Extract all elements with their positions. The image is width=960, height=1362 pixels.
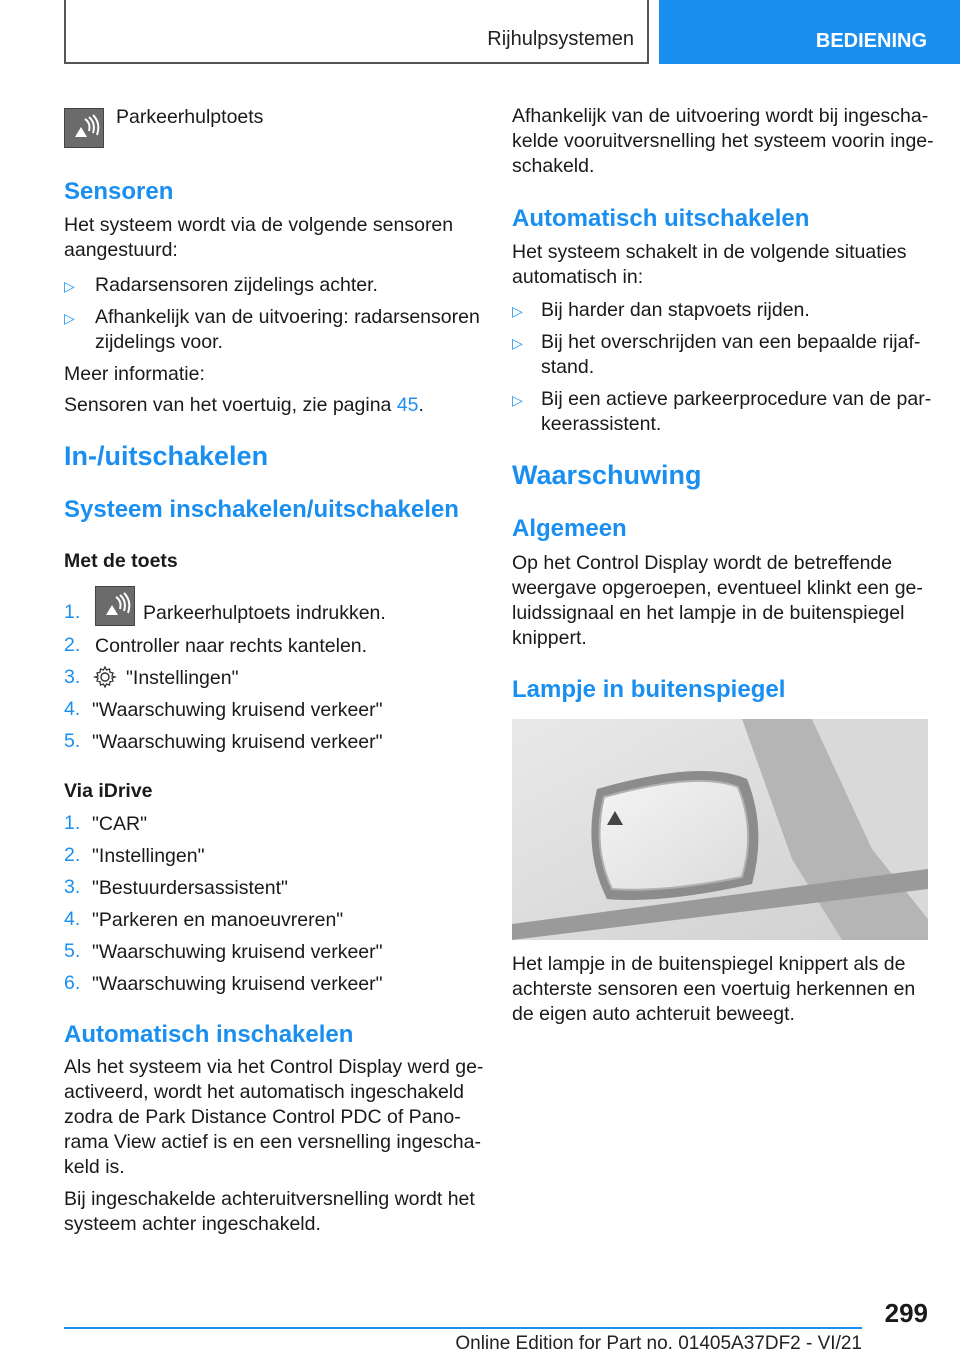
settings-gear-icon: [93, 665, 117, 694]
paragraph-line: Op het Control Display wordt de betreffende: [512, 552, 893, 574]
lampje-heading: Lampje in buitenspiegel: [512, 676, 786, 703]
paragraph-line: weergave opgeroepen, eventueel klinkt een ge-: [512, 577, 923, 599]
paragraph-line: Als het systeem via het Control Display werd ge-: [64, 1056, 484, 1078]
list-item: Bij een actieve parkeerprocedure van de par-: [541, 388, 932, 410]
bullet-triangle-icon: ▷: [512, 335, 523, 351]
step-text: "Waarschuwing kruisend verkeer": [92, 941, 383, 963]
step-number: 1.: [64, 601, 81, 623]
sensoren-heading: Sensoren: [64, 178, 174, 205]
step-number: 5.: [64, 730, 81, 752]
step-text: Parkeerhulptoets indrukken.: [143, 602, 386, 624]
step-text: "Instellingen": [126, 667, 239, 689]
park-assist-button-icon: [64, 108, 104, 148]
meer-informatie: Meer informatie:: [64, 363, 205, 385]
list-item: keerassistent.: [541, 413, 662, 435]
caption-line: de eigen auto achteruit beweegt.: [512, 1003, 795, 1025]
paragraph-line: Bij ingeschakelde achteruitversnelling wordt het: [64, 1188, 475, 1210]
idrive-heading: Via iDrive: [64, 780, 153, 802]
step-text: "Waarschuwing kruisend verkeer": [92, 699, 383, 721]
page-link[interactable]: 45: [396, 394, 419, 416]
header-section-title: Rijhulpsystemen: [487, 28, 634, 50]
footer-edition: Online Edition for Part no. 01405A37DF2 - VI/21: [455, 1333, 862, 1354]
algemeen-heading: Algemeen: [512, 515, 627, 542]
caption-line: achterste sensoren een voertuig herkennen en: [512, 978, 916, 1000]
step-number: 2.: [64, 634, 81, 656]
list-item: zijdelings voor.: [95, 331, 223, 353]
step-number: 1.: [64, 812, 81, 834]
list-item: Bij het overschrijden van een bepaalde rijaf-: [541, 331, 921, 353]
paragraph-line: kelde vooruitversnelling het systeem voorin inge-: [512, 130, 934, 152]
paragraph-line: luidssignaal en het lampje in de buitenspiegel: [512, 602, 905, 624]
step-text: "CAR": [92, 813, 148, 835]
header-tab-label: BEDIENING: [815, 30, 927, 52]
bullet-triangle-icon: ▷: [64, 278, 75, 294]
step-number: 5.: [64, 940, 81, 962]
step-number: 6.: [64, 972, 81, 994]
step-number: 3.: [64, 876, 81, 898]
met-toets-heading: Met de toets: [64, 550, 178, 572]
sensoren-intro: aangestuurd:: [64, 239, 178, 261]
step-number: 4.: [64, 698, 81, 720]
paragraph-line: keld is.: [64, 1156, 125, 1178]
paragraph-line: rama View actief is en een versnelling ingescha-: [64, 1131, 481, 1153]
step-text: "Waarschuwing kruisend verkeer": [92, 731, 383, 753]
inuit-heading: In-/uitschakelen: [64, 441, 269, 471]
paragraph-line: systeem achter ingeschakeld.: [64, 1213, 321, 1235]
button-caption: Parkeerhulptoets: [116, 106, 264, 128]
paragraph-line: knippert.: [512, 627, 587, 649]
bullet-triangle-icon: ▷: [64, 310, 75, 326]
step-number: 2.: [64, 844, 81, 866]
bullet-triangle-icon: ▷: [512, 392, 523, 408]
systeem-heading: Systeem inschakelen/uitschakelen: [64, 496, 459, 523]
caption-line: Het lampje in de buitenspiegel knippert als de: [512, 953, 906, 975]
list-item: Afhankelijk van de uitvoering: radarsensoren: [95, 306, 480, 328]
paragraph-line: zodra de Park Distance Control PDC of Pano-: [64, 1106, 461, 1128]
paragraph-line: Het systeem schakelt in de volgende situaties: [512, 241, 907, 263]
step-text: "Waarschuwing kruisend verkeer": [92, 973, 383, 995]
list-item: Bij harder dan stapvoets rijden.: [541, 299, 810, 321]
step-text: "Instellingen": [92, 845, 205, 867]
step-text: "Bestuurdersassistent": [92, 877, 288, 899]
sensoren-intro: Het systeem wordt via de volgende sensoren: [64, 214, 454, 236]
bullet-triangle-icon: ▷: [512, 303, 523, 319]
auto-in-heading: Automatisch inschakelen: [64, 1021, 354, 1048]
page-number: 299: [884, 1298, 928, 1328]
park-assist-button-icon: [95, 586, 135, 626]
list-item: stand.: [541, 356, 595, 378]
auto-uit-heading: Automatisch uitschakelen: [512, 205, 810, 232]
paragraph-line: automatisch in:: [512, 266, 644, 288]
paragraph-line: Afhankelijk van de uitvoering wordt bij ingescha-: [512, 105, 929, 127]
header-tab[interactable]: [659, 0, 960, 64]
list-item: Radarsensoren zijdelings achter.: [95, 274, 378, 296]
footer-divider: [64, 1327, 862, 1329]
waarschuwing-heading: Waarschuwing: [512, 460, 702, 490]
step-number: 4.: [64, 908, 81, 930]
step-number: 3.: [64, 666, 81, 688]
paragraph-line: schakeld.: [512, 155, 595, 177]
sensoren-reference: Sensoren van het voertuig, zie pagina 45.: [64, 394, 424, 416]
mirror-illustration: [512, 719, 928, 940]
step-text: Controller naar rechts kantelen.: [95, 635, 368, 657]
paragraph-line: activeerd, wordt het automatisch ingeschakeld: [64, 1081, 464, 1103]
step-text: "Parkeren en manoeuvreren": [92, 909, 344, 931]
